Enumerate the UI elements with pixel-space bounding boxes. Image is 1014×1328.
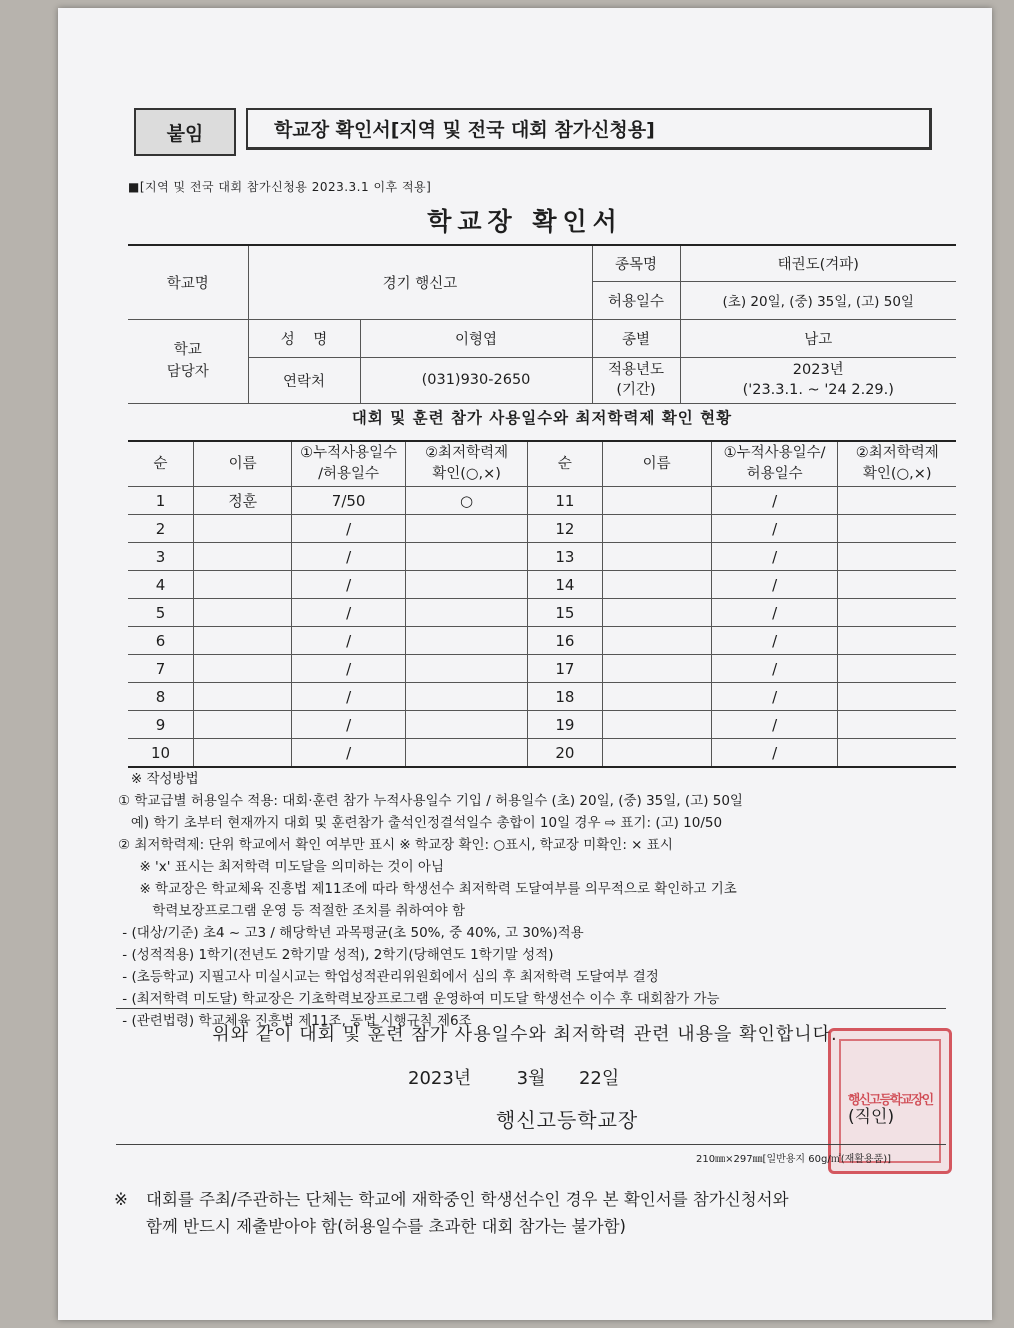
allowed-days-label: 허용일수 <box>592 281 680 319</box>
issue-date <box>408 1064 619 1090</box>
col-days-header-right: ①누적사용일수/ 허용일수 <box>711 441 838 487</box>
row-no: 9 <box>128 711 194 739</box>
row-name <box>194 711 292 739</box>
row-days: / <box>292 739 406 768</box>
row-name-right <box>602 543 711 571</box>
gender-label: 종별 <box>592 319 680 357</box>
instruction-line: - (관련법령) 학교체육 진흥법 제11조, 동법 시행규칙 제6조 <box>118 1013 472 1029</box>
row-no-right: 12 <box>528 515 602 543</box>
col-academic-header-right: ②최저학력제 확인(○,×) <box>838 441 956 487</box>
period-value: ('23.3.1. ~ '24 2.29.) <box>742 382 894 398</box>
instruction-line: ※ 학교장은 학교체육 진흥법 제11조에 따라 학생선수 최저학력 도달여부를 의무적으로 확인하고 기초 <box>118 881 737 897</box>
row-name <box>194 739 292 768</box>
instruction-line: ② 최저학력제: 단위 학교에서 확인 여부만 표시 ※ 학교장 확인: ○표시, 학교장 미확인: × 표시 <box>118 837 673 853</box>
row-days-right: / <box>711 655 838 683</box>
row-academic <box>405 515 527 543</box>
row-academic <box>405 543 527 571</box>
row-name: 정훈 <box>194 487 292 515</box>
col-no-header: 순 <box>128 441 194 487</box>
status-row <box>128 711 956 739</box>
row-days: / <box>292 683 406 711</box>
row-name <box>194 683 292 711</box>
status-row <box>128 571 956 599</box>
writing-instructions <box>118 768 968 1032</box>
row-no-right: 16 <box>528 627 602 655</box>
col-academic-header: ②최저학력제 확인(○,×) <box>405 441 527 487</box>
attachment-tag: 붙임 <box>134 108 236 156</box>
row-no: 10 <box>128 739 194 768</box>
manager-name-value: 이형엽 <box>360 319 592 357</box>
year-value: 2023년 <box>792 362 844 378</box>
row-days-right: / <box>711 571 838 599</box>
status-table <box>128 440 956 768</box>
row-days: / <box>292 571 406 599</box>
date-day: 22일 <box>578 1068 620 1089</box>
row-name <box>194 543 292 571</box>
row-name-right <box>602 627 711 655</box>
instruction-line: - (성적적용) 1학기(전년도 2학기말 성적), 2학기(당해연도 1학기말 성적) <box>118 947 554 963</box>
row-days-right: / <box>711 599 838 627</box>
row-academic <box>405 627 527 655</box>
row-days: / <box>292 711 406 739</box>
row-no-right: 19 <box>528 711 602 739</box>
row-academic-right <box>838 711 956 739</box>
school-name-label: 학교명 <box>128 245 248 319</box>
col-name-header-right: 이름 <box>602 441 711 487</box>
row-name-right <box>602 655 711 683</box>
header-title: 학교장 확인서[지역 및 전국 대회 참가신청용] <box>246 108 932 150</box>
row-no: 3 <box>128 543 194 571</box>
seal-label: (직인) <box>848 1107 895 1127</box>
document-sheet <box>58 8 992 1320</box>
row-days-right: / <box>711 515 838 543</box>
contact-value: (031)930-2650 <box>360 357 592 403</box>
instruction-line: - (초등학교) 지필고사 미실시교는 학업성적관리위원회에서 심의 후 최저학력 도달여부 결정 <box>118 969 659 985</box>
status-row <box>128 599 956 627</box>
row-name-right <box>602 711 711 739</box>
row-academic-right <box>838 487 956 515</box>
col-name-header: 이름 <box>194 441 292 487</box>
row-name-right <box>602 683 711 711</box>
row-no-right: 18 <box>528 683 602 711</box>
row-academic <box>405 655 527 683</box>
status-row <box>128 487 956 515</box>
row-no: 2 <box>128 515 194 543</box>
status-row <box>128 627 956 655</box>
row-days: 7/50 <box>292 487 406 515</box>
row-academic-right <box>838 543 956 571</box>
row-days-right: / <box>711 739 838 768</box>
row-no-right: 15 <box>528 599 602 627</box>
row-days: / <box>292 515 406 543</box>
instruction-line: - (대상/기준) 초4 ~ 고3 / 해당학년 과목평균(초 50%, 중 40%, 고 30%)적용 <box>118 925 584 941</box>
paper-spec: 210㎜×297㎜[일반용지 60g/㎡(재활용품)] <box>696 1154 892 1165</box>
row-academic-right <box>838 627 956 655</box>
status-row <box>128 739 956 768</box>
instruction-line: ※ 작성방법 <box>118 771 199 787</box>
row-name-right <box>602 515 711 543</box>
instruction-line: ① 학교급별 허용일수 적용: 대회·훈련 참가 누적사용일수 기입 / 허용일수 (초) 20일, (중) 35일, (고) 50일 <box>118 793 743 809</box>
status-row <box>128 683 956 711</box>
info-table <box>128 244 956 404</box>
year-label: 적용년도 (기간) <box>592 357 680 403</box>
row-days: / <box>292 599 406 627</box>
date-year: 2023년 <box>408 1068 472 1089</box>
col-days-header: ①누적사용일수 /허용일수 <box>292 441 406 487</box>
divider-bottom <box>116 1144 946 1145</box>
row-academic-right <box>838 571 956 599</box>
year-cell <box>680 357 956 403</box>
divider <box>116 1008 946 1009</box>
row-days-right: / <box>711 487 838 515</box>
allowed-days-value: (초) 20일, (중) 35일, (고) 50일 <box>680 281 956 319</box>
header-row <box>134 108 934 154</box>
row-days: / <box>292 543 406 571</box>
row-no: 5 <box>128 599 194 627</box>
instruction-line: 학력보장프로그램 운영 등 적절한 조치를 취하여야 함 <box>118 903 465 919</box>
school-name-value: 경기 행신고 <box>248 245 592 319</box>
instruction-line: ※ 'x' 표시는 최저학력 미도달을 의미하는 것이 아님 <box>118 859 444 875</box>
row-name <box>194 655 292 683</box>
row-name <box>194 571 292 599</box>
row-academic <box>405 571 527 599</box>
row-name-right <box>602 739 711 768</box>
col-no-header-right: 순 <box>528 441 602 487</box>
row-no: 6 <box>128 627 194 655</box>
status-title: 대회 및 훈련 참가 사용일수와 최저학력제 확인 현황 <box>351 409 733 427</box>
footer-mark: ※ <box>114 1190 128 1209</box>
gender-value: 남고 <box>680 319 956 357</box>
row-academic-right <box>838 739 956 768</box>
footer-note <box>114 1186 964 1240</box>
row-academic: ○ <box>405 487 527 515</box>
row-days-right: / <box>711 627 838 655</box>
row-days: / <box>292 627 406 655</box>
event-value: 태권도(겨파) <box>680 245 956 281</box>
row-no: 4 <box>128 571 194 599</box>
status-row <box>128 543 956 571</box>
row-days-right: / <box>711 711 838 739</box>
row-academic <box>405 711 527 739</box>
status-row <box>128 515 956 543</box>
date-month: 3월 <box>516 1068 546 1089</box>
row-no: 1 <box>128 487 194 515</box>
row-academic <box>405 683 527 711</box>
row-days: / <box>292 655 406 683</box>
event-label: 종목명 <box>592 245 680 281</box>
row-name-right <box>602 571 711 599</box>
row-name <box>194 627 292 655</box>
row-no-right: 11 <box>528 487 602 515</box>
row-no: 7 <box>128 655 194 683</box>
row-no-right: 20 <box>528 739 602 768</box>
contact-label: 연락처 <box>248 357 360 403</box>
document-title: 학교장 확인서 <box>427 207 623 236</box>
instruction-line: 예) 학기 초부터 현재까지 대회 및 훈련참가 출석인정결석일수 총합이 10일 경우 ⇨ 표기: (고) 10/50 <box>118 815 723 831</box>
manager-label: 학교 담당자 <box>128 319 248 403</box>
row-name-right <box>602 487 711 515</box>
confirmation-statement: 위와 같이 대회 및 훈련 참가 사용일수와 최저학력 관련 내용을 확인합니다. <box>212 1024 838 1045</box>
manager-name-label: 성 명 <box>248 319 360 357</box>
applies-note: ■[지역 및 전국 대회 참가신청용 2023.3.1 이후 적용] <box>128 180 432 194</box>
row-academic-right <box>838 515 956 543</box>
row-days-right: / <box>711 543 838 571</box>
row-no-right: 14 <box>528 571 602 599</box>
principal-name: 행신고등학교장 <box>496 1108 639 1132</box>
row-no-right: 13 <box>528 543 602 571</box>
instruction-line: - (최저학력 미도달) 학교장은 기초학력보장프로그램 운영하여 미도달 학생선수 이수 후 대회참가 가능 <box>118 991 720 1007</box>
row-academic-right <box>838 655 956 683</box>
row-name <box>194 599 292 627</box>
footer-text: 대회를 주최/주관하는 단체는 학교에 재학중인 학생선수인 경우 본 확인서를 참가신청서와 함께 반드시 제출받아야 함(허용일수를 초과한 대회 참가는 불가함) <box>146 1190 789 1236</box>
row-academic-right <box>838 683 956 711</box>
row-days-right: / <box>711 683 838 711</box>
status-row <box>128 655 956 683</box>
row-academic <box>405 599 527 627</box>
row-academic-right <box>838 599 956 627</box>
row-no: 8 <box>128 683 194 711</box>
row-academic <box>405 739 527 768</box>
row-no-right: 17 <box>528 655 602 683</box>
row-name-right <box>602 599 711 627</box>
row-name <box>194 515 292 543</box>
seal-inner: 행신고등학교장인 <box>839 1039 941 1163</box>
